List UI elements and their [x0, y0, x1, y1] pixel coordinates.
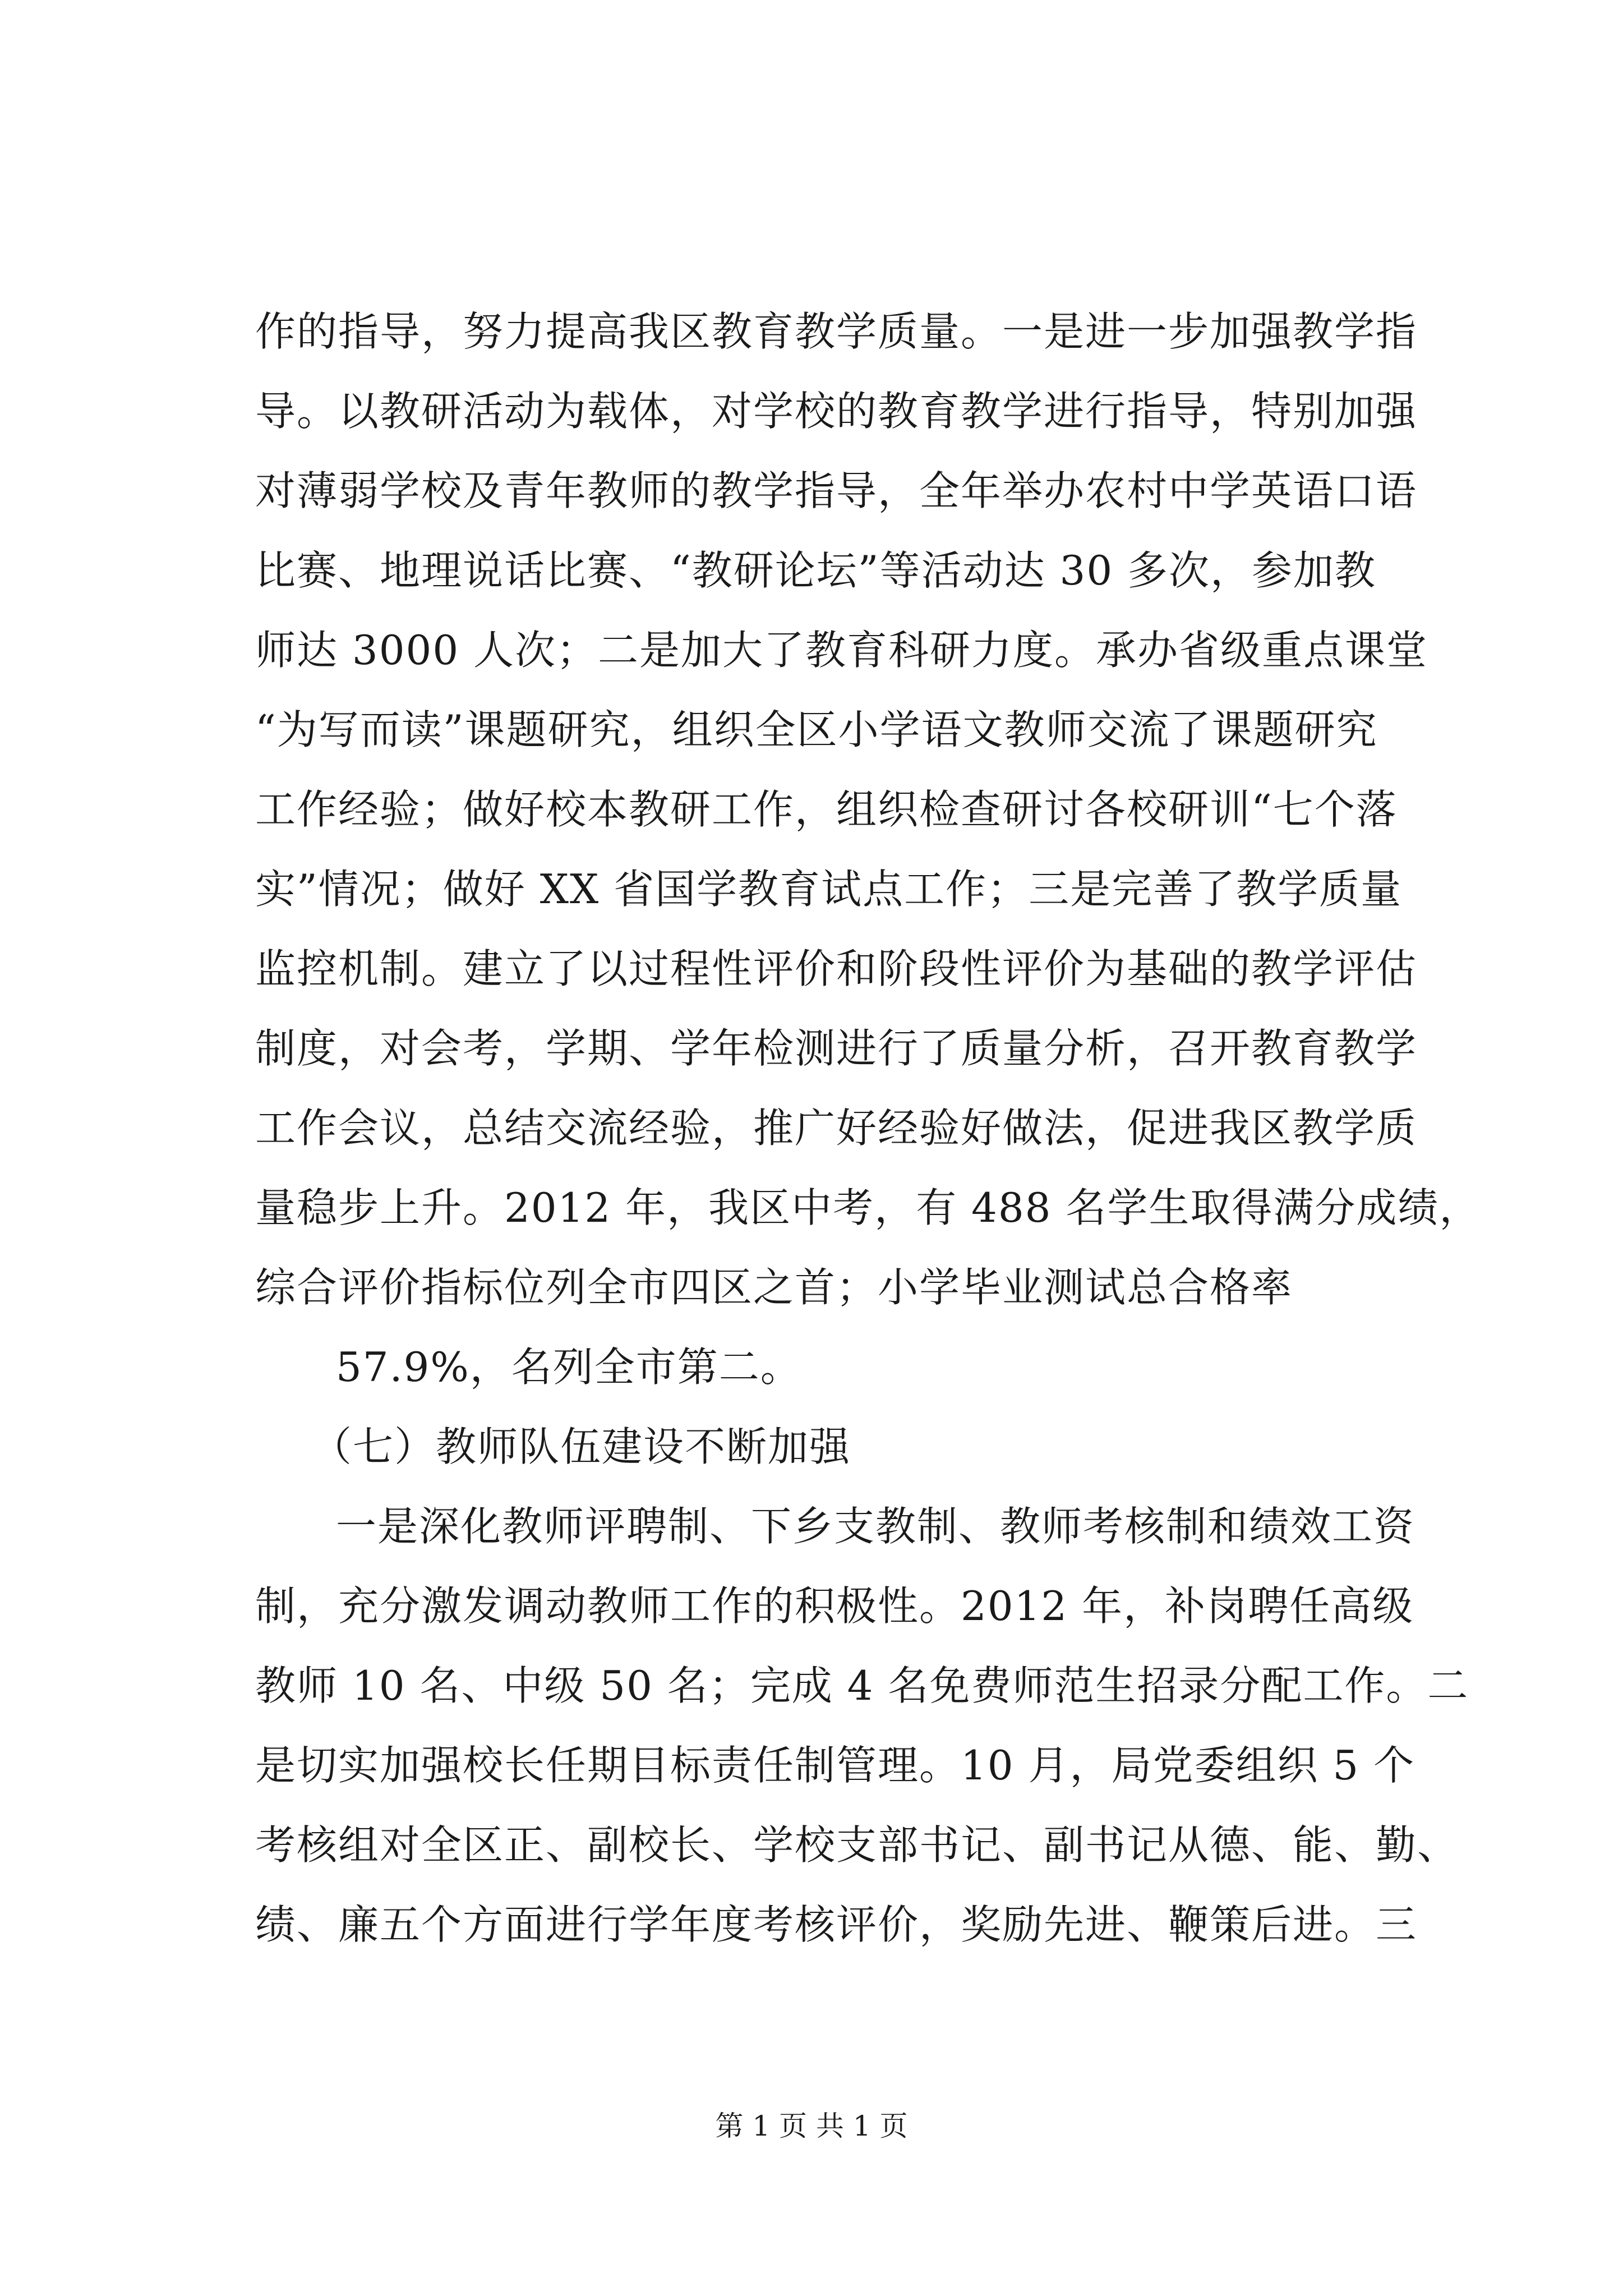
- paragraph-line: 教师 10 名、中级 50 名；完成 4 名免费师范生招录分配工作。二: [255, 1662, 1469, 1709]
- paragraph-line: 量稳步上升。2012 年，我区中考，有 488 名学生取得满分成绩，: [255, 1184, 1481, 1231]
- body-text: [255, 292, 1481, 1964]
- paragraph-line: 绩、廉五个方面进行学年度考核评价，奖励先进、鞭策后进。三: [255, 1901, 1418, 1948]
- paragraph-line: 工作会议，总结交流经验，推广好经验好做法，促进我区教学质: [255, 1105, 1418, 1152]
- paragraph-line: 监控机制。建立了以过程性评价和阶段性评价为基础的教学评估: [255, 945, 1418, 992]
- paragraph-line: 是切实加强校长任期目标责任制管理。10 月，局党委组织 5 个: [255, 1742, 1415, 1789]
- paragraph-line: 实”情况；做好 XX 省国学教育试点工作；三是完善了教学质量: [255, 866, 1403, 913]
- paragraph-line: 工作经验；做好校本教研工作，组织检查研讨各校研训“七个落: [255, 786, 1398, 833]
- paragraph-line: 考核组对全区正、副校长、学校支部书记、副书记从德、能、勤、: [255, 1821, 1459, 1869]
- paragraph-line: 作的指导，努力提高我区教育教学质量。一是进一步加强教学指: [255, 308, 1418, 355]
- paragraph-line: 师达 3000 人次；二是加大了教育科研力度。承办省级重点课堂: [255, 627, 1428, 674]
- paragraph-line: “为写而读”课题研究，组织全区小学语文教师交流了课题研究: [255, 706, 1378, 753]
- section-heading: （七）教师队伍建设不断加强: [311, 1423, 851, 1470]
- paragraph-line: 一是深化教师评聘制、下乡支教制、教师考核制和绩效工资: [336, 1503, 1415, 1550]
- paragraph-line: 制，充分激发调动教师工作的积极性。2012 年，补岗聘任高级: [255, 1582, 1414, 1630]
- paragraph-line: 对薄弱学校及青年教师的教学指导，全年举办农村中学英语口语: [255, 467, 1418, 514]
- paragraph-line: 导。以教研活动为载体，对学校的教育教学进行指导，特别加强: [255, 388, 1418, 435]
- paragraph-line: 比赛、地理说话比赛、“教研论坛”等活动达 30 多次，参加教: [255, 547, 1377, 594]
- page-number-footer: 第 1 页 共 1 页: [715, 2110, 908, 2142]
- paragraph-line: 57.9%，名列全市第二。: [336, 1343, 802, 1391]
- paragraph-line: 制度，对会考，学期、学年检测进行了质量分析，召开教育教学: [255, 1025, 1418, 1072]
- paragraph-line: 综合评价指标位列全市四区之首；小学毕业测试总合格率: [255, 1264, 1293, 1311]
